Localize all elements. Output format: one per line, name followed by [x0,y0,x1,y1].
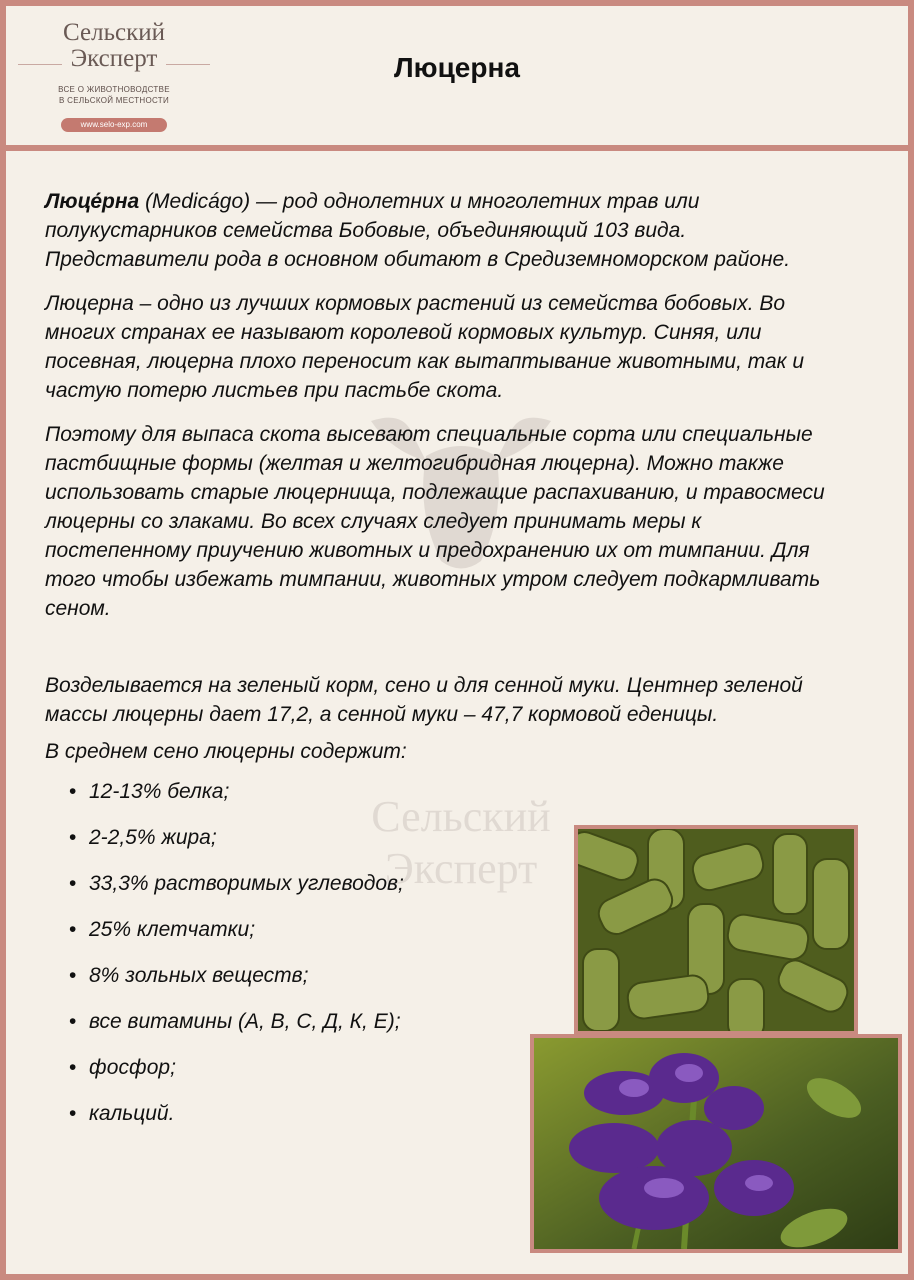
list-item-text: 33,3% растворимых углеводов; [89,872,404,895]
bullet-icon: • [69,918,77,941]
article-panel [6,151,908,1274]
intro-rest: (Medicágo) — род однолетних и многолетних трав или полукустарников семейства Бобовые, объединяющий 103 вида. Представители рода в основном обитают в Средиземноморском районе. [45,190,791,271]
list-item-text: 2-2,5% жира; [89,826,217,849]
bullet-icon: • [69,780,77,803]
logo-line-2: Эксперт [70,45,158,72]
alfalfa-pellets-photo [574,825,858,1035]
logo-tagline-1: ВСЕ О ЖИВОТНОВОДСТВЕ [58,85,170,94]
bullet-icon: • [69,826,77,849]
logo-line-1: Сельский [63,19,165,46]
logo-tagline [16,84,212,106]
bullet-icon: • [69,872,77,895]
site-url-badge[interactable]: www.selo-exp.com [61,118,167,132]
bullet-icon: • [69,964,77,987]
list-item-text: 25% клетчатки; [89,918,256,941]
bullet-icon: • [69,1102,77,1125]
header [6,6,908,145]
list-item-text: 8% зольных веществ; [89,964,309,987]
list-item [45,778,845,824]
bullet-icon: • [69,1010,77,1033]
paragraph-cultivation: Возделывается на зеленый корм, сено и для сенной муки. Центнер зеленой массы люцерны дает 17,2, а сенной муки – 47,7 кормовой еденицы. [45,674,803,726]
pellets-image [578,829,854,1031]
list-item-text: фосфор; [89,1056,176,1079]
term-bold: Люце́рна [45,190,140,213]
watermark-line-1: Сельский [371,792,551,841]
paragraph-royal-fodder: Люцерна – одно из лучших кормовых растений из семейства бобовых. Во многих странах ее называют королевой кормовых культур. Синяя, или посевная, люцерна плохо переносит как вытаптывание животными, так и частую потерю листьев при пастьбе скота. [45,292,805,402]
intro-paragraph [45,187,845,274]
list-item-text: 12-13% белка; [89,780,230,803]
bullet-icon: • [69,1056,77,1079]
paragraph-grazing: Поэтому для выпаса скота высевают специальные сорта или специальные пастбищные формы (желтая и желтогибридная люцерна). Можно также использовать старые люцернища, подлежащие распахиванию, и травосмеси люцерны со злаками. Во всех случаях следует принимать меры к постепенному приучению животных и предохранению их от тимпании. Для того чтобы избежать тимпании, животных утром следует подкармливать сеном. [45,423,825,620]
watermark-line-2: Эксперт [384,844,538,893]
list-item-text: все витамины (А, В, С, Д, К, Е); [89,1010,401,1033]
alfalfa-flowers-photo [530,1034,902,1253]
list-item-text: кальций. [89,1102,175,1125]
paragraph-hay-contents: В среднем сено люцерны содержит: [45,740,407,763]
logo-tagline-2: В СЕЛЬСКОЙ МЕСТНОСТИ [58,96,170,105]
flowers-image [534,1038,898,1249]
page-title: Люцерна [394,52,520,83]
